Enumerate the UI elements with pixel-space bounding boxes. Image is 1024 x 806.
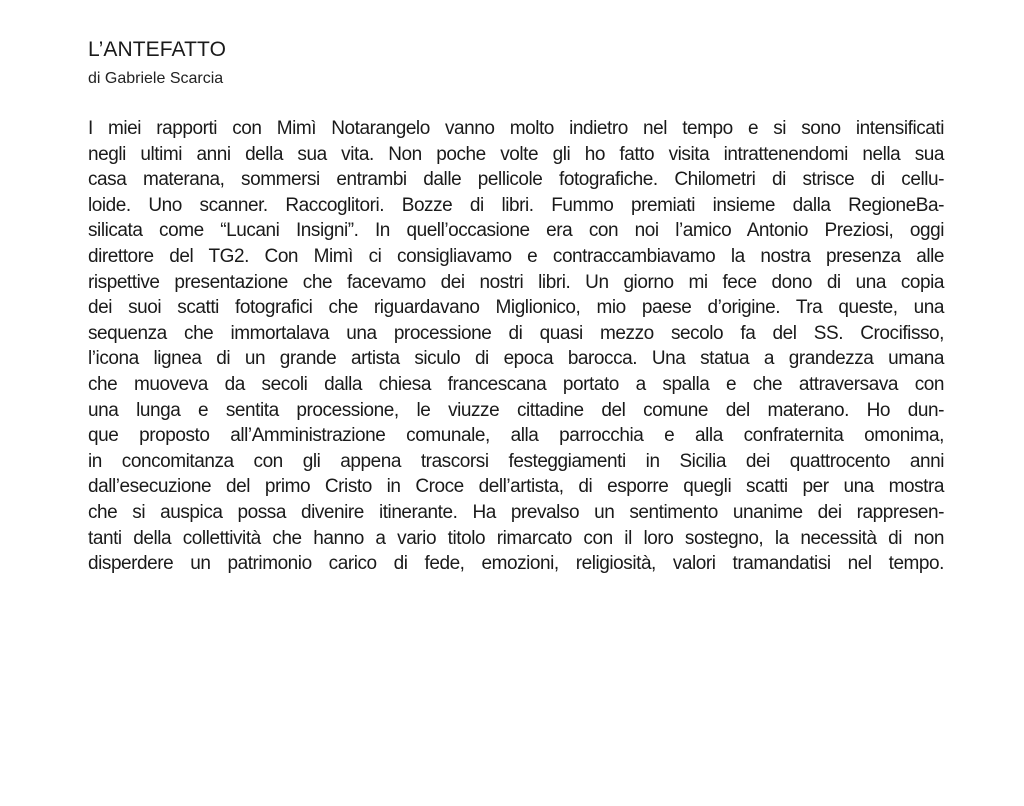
article-line: sequenza che immortalava una processione di quasi mezzo secolo fa del SS. Crocifisso, xyxy=(88,322,944,344)
article-line: una lunga e sentita processione, le viuzze cittadine del comune del materano. Ho dun- xyxy=(88,399,944,421)
article-line: l’icona lignea di un grande artista siculo di epoca barocca. Una statua a grandezza umana xyxy=(88,348,944,370)
article-body xyxy=(88,116,944,577)
article-line: loide. Uno scanner. Raccoglitori. Bozze di libri. Fummo premiati insieme dalla RegioneBa- xyxy=(88,194,944,216)
article-line: disperdere un patrimonio carico di fede, emozioni, religiosità, valori tramandatisi nel tempo. xyxy=(88,553,944,575)
article-line: che muoveva da secoli dalla chiesa francescana portato a spalla e che attraversava con xyxy=(88,373,944,395)
article-line: silicata come “Lucani Insigni”. In quell’occasione era con noi l’amico Antonio Preziosi, oggi xyxy=(88,220,944,242)
article-line: in concomitanza con gli appena trascorsi festeggiamenti in Sicilia dei quattrocento anni xyxy=(88,450,944,472)
document-page xyxy=(88,36,944,577)
article-line: direttore del TG2. Con Mimì ci consigliavamo e contraccambiavamo la nostra presenza alle xyxy=(88,245,944,267)
article-line: negli ultimi anni della sua vita. Non poche volte gli ho fatto visita intrattenendomi nella sua xyxy=(88,143,944,165)
article-line: rispettive presentazione che facevamo dei nostri libri. Un giorno mi fece dono di una copia xyxy=(88,271,944,293)
article-line: casa materana, sommersi entrambi dalle pellicole fotografiche. Chilometri di strisce di cellu- xyxy=(88,169,944,191)
document-title: L’ANTEFATTO xyxy=(88,38,227,61)
article-line: que proposto all’Amministrazione comunale, alla parrocchia e alla confraternita omonima, xyxy=(88,425,944,447)
article-line: dall’esecuzione del primo Cristo in Croce dell’artista, di esporre quegli scatti per una mostra xyxy=(88,476,944,498)
article-line: dei suoi scatti fotografici che riguardavano Miglionico, mio paese d’origine. Tra queste, una xyxy=(88,297,944,319)
article-line: tanti della collettività che hanno a vario titolo rimarcato con il loro sostegno, la necessità di non xyxy=(88,527,944,549)
article-line: che si auspica possa divenire itinerante. Ha prevalso un sentimento unanime dei rappresen- xyxy=(88,501,944,523)
article-line: I miei rapporti con Mimì Notarangelo vanno molto indietro nel tempo e si sono intensificati xyxy=(88,118,944,139)
author-byline: di Gabriele Scarcia xyxy=(88,70,224,87)
